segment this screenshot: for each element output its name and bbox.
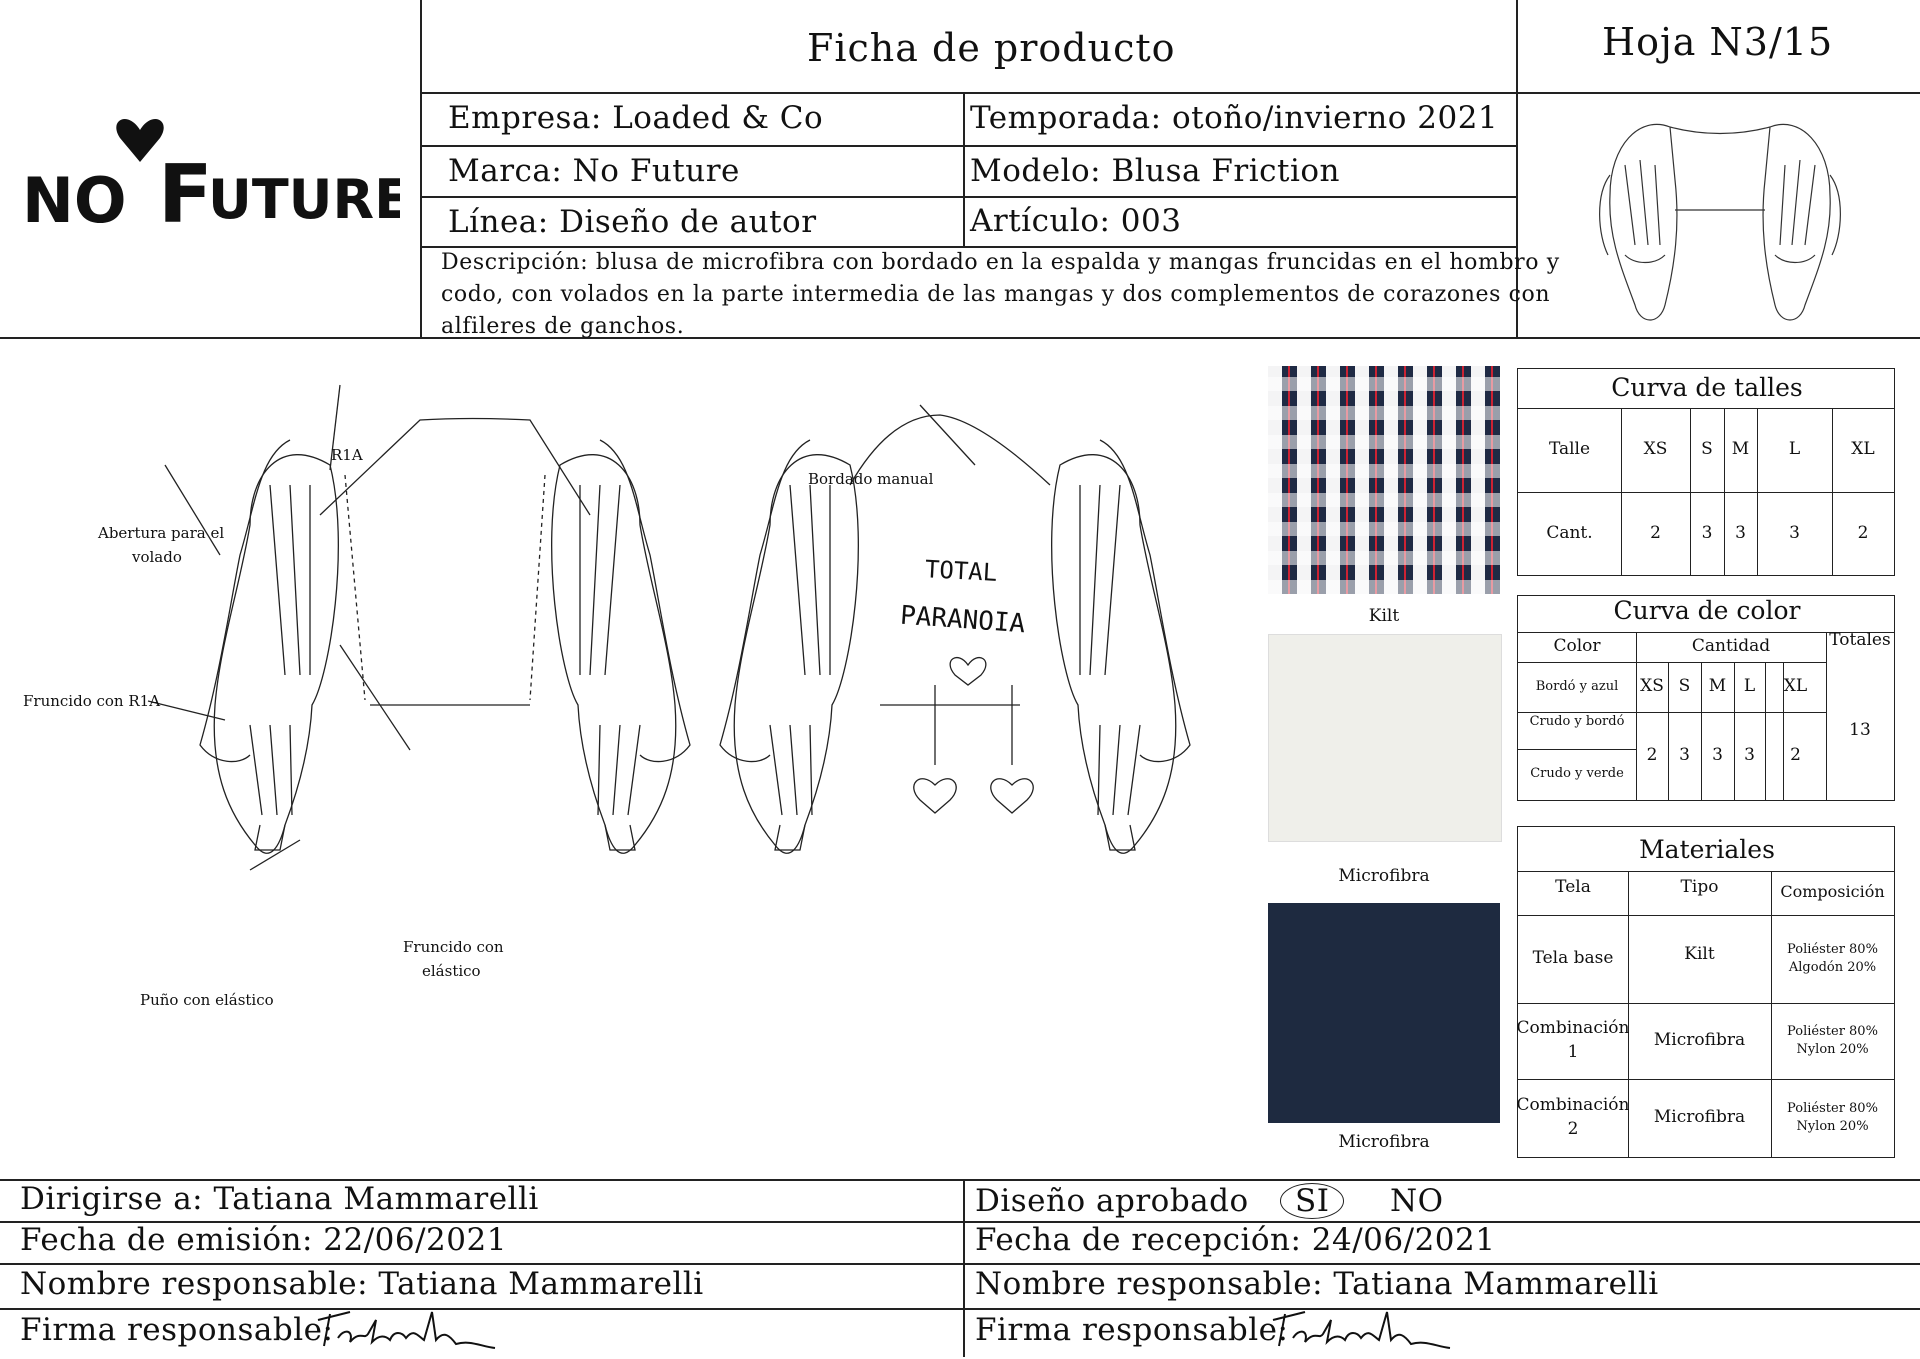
label-fruncido-elastico-1: Fruncido con <box>403 938 504 956</box>
curva-color-table <box>1517 595 1895 801</box>
cc-qty-m: 3 <box>1712 745 1723 766</box>
label-bordado: Bordado manual <box>808 470 934 488</box>
color-row-1: Bordó y azul <box>1535 678 1619 694</box>
footer-mid-divider <box>963 1179 965 1357</box>
swatch-kilt <box>1268 366 1500 594</box>
swatch-caption-kilt: Kilt <box>1368 606 1400 626</box>
header-line-2 <box>420 145 1516 147</box>
mat-row3-comp-2: Nylon 20% <box>1796 1119 1869 1134</box>
qty-xs: 2 <box>1650 523 1661 544</box>
responsable-left-field: Nombre responsable: Tatiana Mammarelli <box>20 1266 704 1302</box>
size-s: S <box>1701 439 1713 460</box>
embroidery-paranoia: PARANOIA <box>899 600 1027 640</box>
color-row-2: Crudo y bordó <box>1529 714 1625 730</box>
mat-row1-comp <box>1771 915 1894 1003</box>
sheet-number: Hoja N3/15 <box>1602 20 1834 64</box>
cc-size-l: L <box>1743 676 1756 697</box>
mat-row2-comp-2: Nylon 20% <box>1796 1042 1869 1057</box>
header-mid-divider <box>963 92 965 246</box>
color-header: Color <box>1553 636 1601 657</box>
mat-row2-comp <box>1771 1003 1894 1079</box>
mat-row1-comp-1: Poliéster 80% <box>1787 941 1878 957</box>
header-line-3 <box>420 196 1516 198</box>
talle-label: Talle <box>1548 439 1591 460</box>
svg-text:NO: NO <box>22 164 127 237</box>
marca-field: Marca: No Future <box>448 153 740 189</box>
aprobado-si: SI <box>1280 1183 1344 1219</box>
mat-row2-tipo: Microfibra <box>1653 1030 1746 1051</box>
signature-left <box>310 1300 500 1355</box>
svg-text:F: F <box>158 148 213 240</box>
mat-row1-tipo: Kilt <box>1684 944 1715 965</box>
footer-line-3 <box>0 1263 1920 1265</box>
embroidery-total: TOTAL <box>924 555 998 587</box>
recepcion-field: Fecha de recepción: 24/06/2021 <box>975 1222 1496 1258</box>
qty-xl: 2 <box>1857 523 1869 544</box>
cc-size-m: M <box>1708 676 1727 697</box>
cc-total: 13 <box>1849 720 1871 741</box>
size-l: L <box>1788 439 1801 460</box>
articulo-field: Artículo: 003 <box>970 203 1182 239</box>
label-fruncido-elastico-2: elástico <box>422 962 481 980</box>
mat-row3-tela-1: Combinación <box>1516 1095 1630 1116</box>
mat-header-composicion: Composición <box>1780 881 1885 901</box>
brand-logo <box>20 100 400 240</box>
mat-row2-tela-1: Combinación <box>1516 1018 1630 1039</box>
footer-line-4 <box>0 1308 1920 1310</box>
mat-row3-comp-1: Poliéster 80% <box>1787 1100 1878 1116</box>
mat-header-tela: Tela <box>1555 877 1591 898</box>
cc-qty-xl: 2 <box>1790 745 1801 766</box>
qty-l: 3 <box>1789 523 1800 544</box>
mat-row1-tela <box>1518 915 1628 1003</box>
header-bottom-line <box>0 337 1920 339</box>
mat-header-tipo: Tipo <box>1680 877 1719 898</box>
size-xs: XS <box>1643 439 1668 460</box>
cant-label: Cant. <box>1546 523 1593 544</box>
responsable-right-field: Nombre responsable: Tatiana Mammarelli <box>975 1266 1659 1302</box>
technical-drawing <box>0 345 1260 985</box>
svg-text:UTURE: UTURE <box>208 168 400 231</box>
header-line-1 <box>420 92 1920 94</box>
color-row-3: Crudo y verde <box>1530 766 1624 782</box>
curva-talles-table <box>1517 368 1895 576</box>
cc-qty-xs: 2 <box>1646 745 1658 766</box>
mat-row2-comp-1: Poliéster 80% <box>1787 1023 1878 1039</box>
qty-s: 3 <box>1701 523 1713 544</box>
header-divider-logo <box>420 0 422 338</box>
swatch-caption-microfibra-1: Microfibra <box>1338 866 1430 886</box>
mat-row2-tela <box>1518 1003 1628 1079</box>
page-title: Ficha de producto <box>807 26 1176 70</box>
aprobado-no: NO <box>1390 1183 1444 1219</box>
aprobado-label: Diseño aprobado <box>975 1183 1249 1219</box>
cantidad-header: Cantidad <box>1691 636 1771 657</box>
cc-size-xs: XS <box>1640 676 1664 697</box>
signature-right <box>1265 1300 1455 1355</box>
description-line-3: alfileres de ganchos. <box>441 314 685 339</box>
cc-size-xl: XL <box>1783 676 1808 697</box>
mat-row2-tela-2: 1 <box>1567 1042 1579 1062</box>
temporada-field: Temporada: otoño/invierno 2021 <box>970 100 1499 136</box>
label-fruncido-r1a: Fruncido con R1A <box>23 692 161 710</box>
size-xl: XL <box>1851 439 1875 460</box>
modelo-field: Modelo: Blusa Friction <box>970 153 1340 189</box>
dirigirse-field: Dirigirse a: Tatiana Mammarelli <box>20 1181 539 1217</box>
cc-qty-l: 3 <box>1744 745 1755 766</box>
label-abertura-1: Abertura para el <box>98 524 225 542</box>
mat-row3-tela-2: 2 <box>1567 1119 1579 1139</box>
firma-left-label: Firma responsable: <box>20 1312 334 1348</box>
mat-row3-comp <box>1771 1079 1894 1157</box>
emision-field: Fecha de emisión: 22/06/2021 <box>20 1222 507 1258</box>
materiales-title: Materiales <box>1639 835 1775 864</box>
firma-right-label: Firma responsable: <box>975 1312 1289 1348</box>
swatch-caption-microfibra-2: Microfibra <box>1338 1132 1430 1152</box>
curva-color-title: Curva de color <box>1613 596 1801 625</box>
mat-row3-tipo: Microfibra <box>1653 1107 1746 1128</box>
materiales-table <box>1517 826 1895 1158</box>
cc-size-s: S <box>1678 676 1691 697</box>
empresa-field: Empresa: Loaded & Co <box>448 100 824 136</box>
description-line-2: codo, con volados en la parte intermedia de las mangas y dos complementos de corazones con <box>441 282 1551 307</box>
mat-row3-tela <box>1518 1079 1628 1157</box>
curva-talles-title: Curva de talles <box>1611 373 1803 402</box>
label-r1a: R1A <box>331 446 363 464</box>
qty-m: 3 <box>1735 523 1746 544</box>
mat-row1-tela-text: Tela base <box>1532 948 1614 969</box>
label-puno: Puño con elástico <box>140 991 274 1009</box>
swatch-microfibra-azul <box>1268 903 1500 1123</box>
linea-field: Línea: Diseño de autor <box>448 204 817 240</box>
header-line-4 <box>420 246 1516 248</box>
garment-thumbnail <box>1580 105 1860 335</box>
mat-row1-comp-2: Algodón 20% <box>1788 960 1877 975</box>
size-m: M <box>1731 439 1750 460</box>
label-abertura-2: volado <box>132 548 182 566</box>
description-line-1: Descripción: blusa de microfibra con bordado en la espalda y mangas fruncidas en el hombro y <box>441 250 1560 275</box>
swatch-microfibra-crudo <box>1268 634 1502 842</box>
cc-qty-s: 3 <box>1679 745 1690 766</box>
totales-header: Totales <box>1829 630 1891 651</box>
